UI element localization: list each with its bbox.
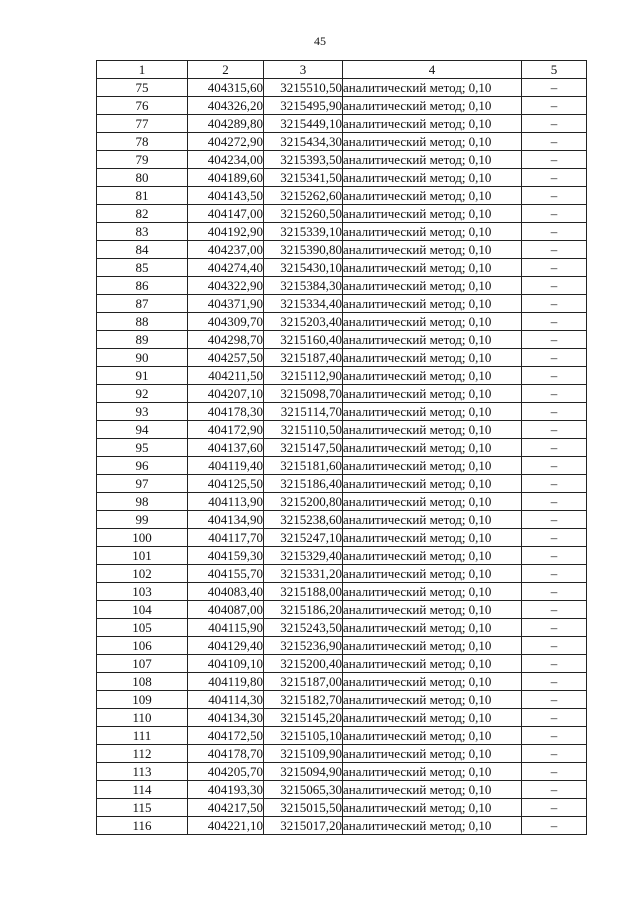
cell-x: 404189,60 [188,169,264,187]
cell-x: 404315,60 [188,79,264,97]
table-row [97,637,587,655]
cell-method: аналитический метод; 0,10 [343,349,522,367]
cell-point-number: 113 [97,763,188,781]
cell-y: 3215339,10 [264,223,343,241]
cell-x: 404257,50 [188,349,264,367]
cell-y: 3215262,60 [264,187,343,205]
header-cell-method: 4 [343,61,522,79]
cell-point-number: 77 [97,115,188,133]
cell-method: аналитический метод; 0,10 [343,511,522,529]
cell-point-number: 106 [97,637,188,655]
cell-method: аналитический метод; 0,10 [343,385,522,403]
cell-x: 404371,90 [188,295,264,313]
cell-method: аналитический метод; 0,10 [343,187,522,205]
cell-y: 3215105,10 [264,727,343,745]
table-row [97,241,587,259]
cell-x: 404326,20 [188,97,264,115]
cell-note: – [522,565,587,583]
cell-point-number: 104 [97,601,188,619]
cell-method: аналитический метод; 0,10 [343,403,522,421]
cell-x: 404322,90 [188,277,264,295]
table-row [97,583,587,601]
cell-y: 3215238,60 [264,511,343,529]
cell-x: 404172,50 [188,727,264,745]
cell-x: 404143,50 [188,187,264,205]
cell-method: аналитический метод; 0,10 [343,493,522,511]
cell-note: – [522,745,587,763]
cell-note: – [522,601,587,619]
cell-method: аналитический метод; 0,10 [343,655,522,673]
cell-point-number: 78 [97,133,188,151]
cell-y: 3215094,90 [264,763,343,781]
cell-point-number: 99 [97,511,188,529]
cell-y: 3215200,40 [264,655,343,673]
cell-note: – [522,313,587,331]
table-row [97,511,587,529]
cell-method: аналитический метод; 0,10 [343,313,522,331]
header-row [97,61,587,79]
cell-point-number: 101 [97,547,188,565]
cell-x: 404109,10 [188,655,264,673]
cell-note: – [522,547,587,565]
cell-point-number: 96 [97,457,188,475]
cell-note: – [522,403,587,421]
cell-y: 3215182,70 [264,691,343,709]
cell-point-number: 92 [97,385,188,403]
cell-y: 3215110,50 [264,421,343,439]
cell-note: – [522,511,587,529]
cell-point-number: 114 [97,781,188,799]
cell-note: – [522,241,587,259]
cell-point-number: 102 [97,565,188,583]
cell-x: 404113,90 [188,493,264,511]
cell-y: 3215430,10 [264,259,343,277]
header-cell-note: 5 [522,61,587,79]
cell-note: – [522,223,587,241]
table-row [97,475,587,493]
cell-x: 404309,70 [188,313,264,331]
cell-x: 404125,50 [188,475,264,493]
table-row [97,385,587,403]
cell-point-number: 90 [97,349,188,367]
cell-point-number: 103 [97,583,188,601]
table-row [97,727,587,745]
cell-note: – [522,277,587,295]
cell-point-number: 89 [97,331,188,349]
table-row [97,259,587,277]
cell-method: аналитический метод; 0,10 [343,151,522,169]
cell-x: 404192,90 [188,223,264,241]
table-row [97,529,587,547]
cell-method: аналитический метод; 0,10 [343,781,522,799]
table-row [97,79,587,97]
cell-note: – [522,259,587,277]
cell-x: 404178,30 [188,403,264,421]
cell-y: 3215390,80 [264,241,343,259]
cell-x: 404134,90 [188,511,264,529]
cell-x: 404134,30 [188,709,264,727]
cell-point-number: 81 [97,187,188,205]
cell-point-number: 93 [97,403,188,421]
table-row [97,673,587,691]
cell-note: – [522,457,587,475]
cell-note: – [522,439,587,457]
cell-x: 404155,70 [188,565,264,583]
cell-x: 404217,50 [188,799,264,817]
coordinates-table [96,60,587,835]
cell-y: 3215331,20 [264,565,343,583]
cell-method: аналитический метод; 0,10 [343,97,522,115]
cell-y: 3215145,20 [264,709,343,727]
table-row [97,745,587,763]
table-row [97,97,587,115]
cell-note: – [522,421,587,439]
cell-note: – [522,133,587,151]
cell-point-number: 94 [97,421,188,439]
cell-point-number: 87 [97,295,188,313]
table-row [97,439,587,457]
cell-y: 3215510,50 [264,79,343,97]
cell-x: 404115,90 [188,619,264,637]
cell-y: 3215495,90 [264,97,343,115]
cell-method: аналитический метод; 0,10 [343,565,522,583]
cell-point-number: 79 [97,151,188,169]
table-row [97,151,587,169]
cell-point-number: 84 [97,241,188,259]
cell-note: – [522,763,587,781]
cell-method: аналитический метод; 0,10 [343,727,522,745]
cell-x: 404172,90 [188,421,264,439]
cell-note: – [522,205,587,223]
cell-method: аналитический метод; 0,10 [343,457,522,475]
cell-point-number: 86 [97,277,188,295]
cell-x: 404289,80 [188,115,264,133]
cell-note: – [522,79,587,97]
cell-note: – [522,295,587,313]
cell-note: – [522,475,587,493]
cell-x: 404119,80 [188,673,264,691]
cell-x: 404207,10 [188,385,264,403]
cell-y: 3215334,40 [264,295,343,313]
cell-note: – [522,583,587,601]
cell-y: 3215260,50 [264,205,343,223]
cell-point-number: 108 [97,673,188,691]
cell-method: аналитический метод; 0,10 [343,475,522,493]
cell-x: 404221,10 [188,817,264,835]
cell-y: 3215434,30 [264,133,343,151]
cell-y: 3215017,20 [264,817,343,835]
table-row [97,817,587,835]
cell-note: – [522,655,587,673]
cell-point-number: 76 [97,97,188,115]
cell-note: – [522,637,587,655]
cell-y: 3215098,70 [264,385,343,403]
cell-note: – [522,817,587,835]
cell-point-number: 75 [97,79,188,97]
cell-y: 3215015,50 [264,799,343,817]
cell-y: 3215203,40 [264,313,343,331]
table-row [97,655,587,673]
cell-y: 3215341,50 [264,169,343,187]
cell-method: аналитический метод; 0,10 [343,709,522,727]
cell-method: аналитический метод; 0,10 [343,295,522,313]
cell-point-number: 91 [97,367,188,385]
cell-note: – [522,493,587,511]
cell-point-number: 109 [97,691,188,709]
header-cell-point-number: 1 [97,61,188,79]
cell-point-number: 107 [97,655,188,673]
cell-method: аналитический метод; 0,10 [343,763,522,781]
cell-x: 404193,30 [188,781,264,799]
table-row [97,619,587,637]
cell-y: 3215112,90 [264,367,343,385]
table-row [97,169,587,187]
table-row [97,421,587,439]
table-row [97,403,587,421]
table-row [97,781,587,799]
cell-y: 3215181,60 [264,457,343,475]
cell-y: 3215243,50 [264,619,343,637]
cell-y: 3215186,20 [264,601,343,619]
cell-y: 3215247,10 [264,529,343,547]
table-row [97,223,587,241]
table-row [97,367,587,385]
table-row [97,349,587,367]
cell-y: 3215109,90 [264,745,343,763]
cell-point-number: 105 [97,619,188,637]
cell-note: – [522,115,587,133]
cell-method: аналитический метод; 0,10 [343,601,522,619]
cell-method: аналитический метод; 0,10 [343,241,522,259]
cell-point-number: 85 [97,259,188,277]
table-row [97,313,587,331]
cell-x: 404129,40 [188,637,264,655]
cell-point-number: 98 [97,493,188,511]
table-row [97,547,587,565]
cell-method: аналитический метод; 0,10 [343,583,522,601]
cell-y: 3215449,10 [264,115,343,133]
cell-method: аналитический метод; 0,10 [343,529,522,547]
cell-point-number: 116 [97,817,188,835]
cell-note: – [522,619,587,637]
cell-method: аналитический метод; 0,10 [343,421,522,439]
header-cell-y: 3 [264,61,343,79]
cell-x: 404234,00 [188,151,264,169]
cell-note: – [522,331,587,349]
cell-point-number: 110 [97,709,188,727]
table-header [97,61,587,79]
cell-method: аналитический метод; 0,10 [343,817,522,835]
table-row [97,691,587,709]
cell-y: 3215393,50 [264,151,343,169]
cell-method: аналитический метод; 0,10 [343,133,522,151]
cell-note: – [522,151,587,169]
table-row [97,565,587,583]
cell-method: аналитический метод; 0,10 [343,223,522,241]
table-row [97,331,587,349]
cell-method: аналитический метод; 0,10 [343,799,522,817]
table-row [97,493,587,511]
cell-note: – [522,727,587,745]
table-row [97,187,587,205]
cell-point-number: 115 [97,799,188,817]
cell-y: 3215187,00 [264,673,343,691]
header-cell-x: 2 [188,61,264,79]
cell-x: 404087,00 [188,601,264,619]
cell-note: – [522,367,587,385]
cell-y: 3215187,40 [264,349,343,367]
cell-y: 3215384,30 [264,277,343,295]
page-number: 45 [314,34,326,48]
table-row [97,709,587,727]
cell-method: аналитический метод; 0,10 [343,673,522,691]
cell-note: – [522,385,587,403]
table-row [97,277,587,295]
cell-method: аналитический метод; 0,10 [343,619,522,637]
cell-note: – [522,529,587,547]
cell-x: 404272,90 [188,133,264,151]
cell-y: 3215236,90 [264,637,343,655]
cell-method: аналитический метод; 0,10 [343,205,522,223]
cell-x: 404117,70 [188,529,264,547]
cell-y: 3215200,80 [264,493,343,511]
cell-note: – [522,709,587,727]
cell-x: 404147,00 [188,205,264,223]
cell-point-number: 97 [97,475,188,493]
cell-x: 404274,40 [188,259,264,277]
cell-x: 404298,70 [188,331,264,349]
cell-point-number: 111 [97,727,188,745]
cell-note: – [522,349,587,367]
cell-method: аналитический метод; 0,10 [343,79,522,97]
cell-x: 404205,70 [188,763,264,781]
cell-x: 404119,40 [188,457,264,475]
cell-x: 404159,30 [188,547,264,565]
cell-x: 404114,30 [188,691,264,709]
table-row [97,115,587,133]
cell-method: аналитический метод; 0,10 [343,331,522,349]
cell-note: – [522,169,587,187]
cell-x: 404137,60 [188,439,264,457]
cell-method: аналитический метод; 0,10 [343,277,522,295]
cell-point-number: 80 [97,169,188,187]
cell-x: 404083,40 [188,583,264,601]
cell-method: аналитический метод; 0,10 [343,115,522,133]
cell-y: 3215160,40 [264,331,343,349]
table-row [97,133,587,151]
table-row [97,295,587,313]
cell-method: аналитический метод; 0,10 [343,745,522,763]
cell-note: – [522,187,587,205]
cell-note: – [522,673,587,691]
cell-x: 404237,00 [188,241,264,259]
cell-point-number: 82 [97,205,188,223]
cell-note: – [522,97,587,115]
cell-x: 404178,70 [188,745,264,763]
cell-method: аналитический метод; 0,10 [343,547,522,565]
cell-method: аналитический метод; 0,10 [343,637,522,655]
table-row [97,799,587,817]
cell-method: аналитический метод; 0,10 [343,259,522,277]
cell-point-number: 83 [97,223,188,241]
cell-point-number: 100 [97,529,188,547]
table-row [97,601,587,619]
cell-y: 3215186,40 [264,475,343,493]
cell-y: 3215114,70 [264,403,343,421]
cell-point-number: 88 [97,313,188,331]
table-body [97,79,587,835]
cell-note: – [522,691,587,709]
table-row [97,763,587,781]
cell-method: аналитический метод; 0,10 [343,367,522,385]
cell-y: 3215147,50 [264,439,343,457]
cell-point-number: 95 [97,439,188,457]
cell-method: аналитический метод; 0,10 [343,169,522,187]
table-row [97,205,587,223]
cell-method: аналитический метод; 0,10 [343,691,522,709]
cell-y: 3215329,40 [264,547,343,565]
cell-x: 404211,50 [188,367,264,385]
cell-method: аналитический метод; 0,10 [343,439,522,457]
cell-note: – [522,799,587,817]
cell-point-number: 112 [97,745,188,763]
table-row [97,457,587,475]
cell-note: – [522,781,587,799]
cell-y: 3215188,00 [264,583,343,601]
cell-y: 3215065,30 [264,781,343,799]
